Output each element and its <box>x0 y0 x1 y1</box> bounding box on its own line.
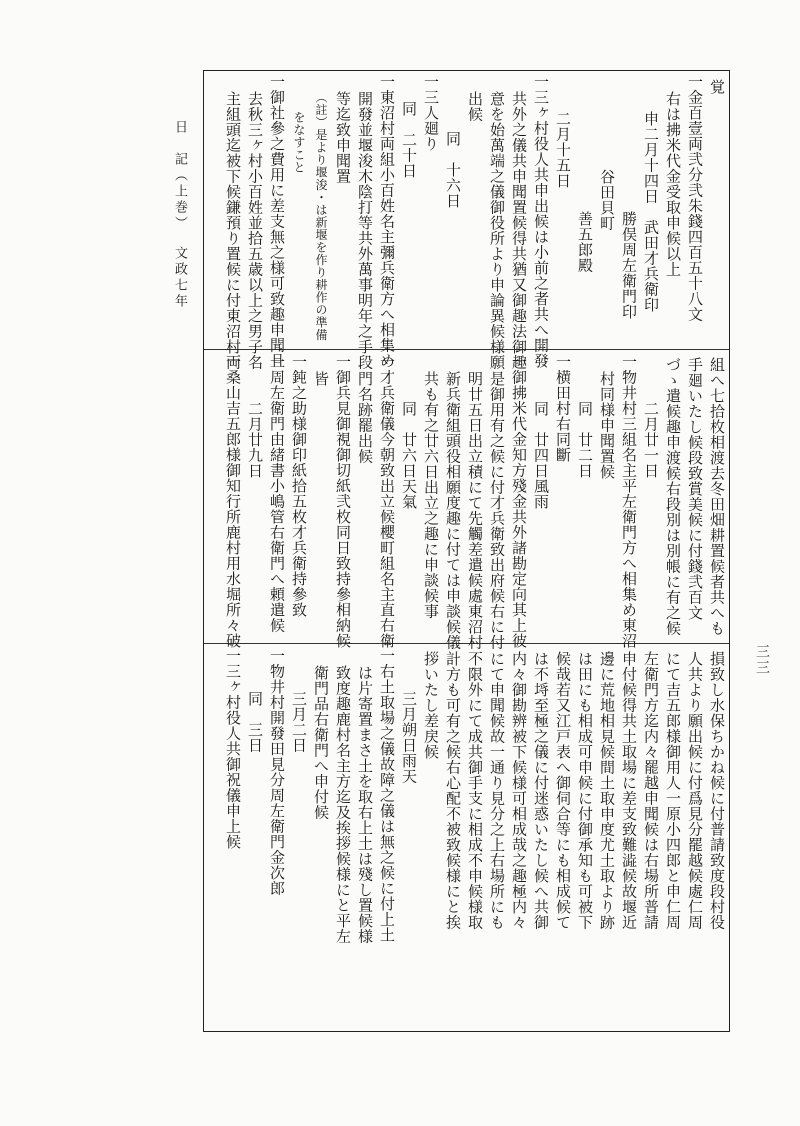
text-column: 二月廿一日 <box>642 401 660 479</box>
text-column: 一三ヶ村役人共申出候は小前之者共へ開發 <box>532 74 550 369</box>
text-column: 勝俣周左衛門印 <box>620 211 638 320</box>
text-column: 同 廿四日風雨 <box>532 401 550 510</box>
text-column: 一桑山吉五郎様御知行所鹿村用水堀所々破 <box>224 354 242 649</box>
annotation-column: をなすこと <box>292 111 306 174</box>
text-column: 同 廿六日天氣 <box>400 401 418 510</box>
text-column: にて吉五郎様御用人一原小四郎と申仁周 <box>664 651 682 930</box>
text-column: 一御兵見御視御切紙弐枚同日致持參相納候 <box>334 354 352 649</box>
text-column: 致度趣鹿村名主方迄及挨拶候様にと平左 <box>334 665 352 944</box>
text-column: 一金百壹両弐分弐朱錢四百五十八文 <box>686 74 704 322</box>
text-column: は片寄置まさ土を取右上土は殘し置候様 <box>356 665 374 944</box>
text-column: 候哉若又江戸表へ御伺合等にも相成候て <box>554 651 572 930</box>
text-column: 一鈍之助様御印紙拾五枚才兵衛持參致 <box>290 354 308 618</box>
text-column: 一物井村開發田見分周左衛門金次郎 <box>268 648 286 896</box>
text-column: 出候 <box>466 91 484 122</box>
text-frame <box>203 70 730 1032</box>
text-column: 二月廿九日 <box>246 401 264 479</box>
text-column: 皆 <box>312 371 330 387</box>
text-column: 手廻いたし候段致賞美候に付錢弐百文 <box>686 357 704 621</box>
text-column: 申付候得共土取場に差支致難澁候故堰近 <box>620 651 638 930</box>
running-head-left: 日 記（上巻） <box>172 120 187 232</box>
text-column: 同 十六日 <box>444 131 462 209</box>
text-column: 三月朔日雨天 <box>400 691 418 784</box>
text-column: 善五郎殿 <box>576 211 594 273</box>
text-column: は不埓至極之儀に付迷惑いたし候へ共御 <box>532 651 550 930</box>
text-column: 計方も可有之候右心配不被致候様にと挨 <box>444 651 462 930</box>
text-column: 一三ヶ村役人共御祝儀申上候 <box>224 648 242 850</box>
text-column: 衛門品右衛門へ申付候 <box>312 665 330 820</box>
text-column: 損致し水保ちかね候に付普請致度段村役 <box>708 651 726 930</box>
text-column: 一東沼村両組小百姓名主彌兵衛方へ相集め <box>378 74 396 369</box>
text-column: 一物井村三組名主平左衛門方へ相集め東沼 <box>620 354 638 649</box>
text-column: 一右土取場之儀故障之儀は無之候に付上土 <box>378 648 396 943</box>
text-column: 共も有之廿六日出立之趣に申談候事 <box>422 371 440 619</box>
text-column: 邊に荒地相見候間土取申度尤土取より跡 <box>598 651 616 930</box>
text-column: 等迄致申聞置 <box>334 91 352 184</box>
text-column: 人共より願出候に付爲見分罷越候處仁周 <box>686 651 704 930</box>
text-column: 一御拂米代金知方殘金共外諸勘定向其上彼 <box>510 354 528 649</box>
text-column: 開發並堰浚木陰打等共外萬事明年之手段 <box>356 91 374 370</box>
text-column: 谷田貝町 <box>598 169 616 231</box>
text-column: 一周左衛門由緒書小嶋管右衛門へ頼遣候 <box>268 354 286 633</box>
text-column: 意を始萬端之儀御役所より申論異候様願 <box>488 91 506 370</box>
text-column: 門名跡罷出候 <box>356 371 374 464</box>
text-column: 三月二日 <box>290 691 308 753</box>
text-column: 村同様申聞置候 <box>598 371 616 480</box>
text-column: 不限外にて成共御手支に相成不申候様取 <box>466 651 484 930</box>
text-column: 組へ七拾枚相渡去冬田畑耕置候者共へも <box>708 357 726 636</box>
annotation-column: （註）是より堰浚・は新堰を作り耕作の準備 <box>314 91 328 341</box>
text-column: 一才兵衛儀今朝致出立候櫻町組名主直右衛 <box>378 354 396 649</box>
text-column: づゝ遣候趣申渡候右段別は別帳に有之候 <box>664 357 682 636</box>
text-column: 新兵衛組頭役相願度趣に付ては申談候儀 <box>444 371 462 650</box>
text-column: にて申聞候故一通り見分之上右場所にも <box>488 651 506 930</box>
text-column: 内々御勘辨被下候様可相成哉之趣極内々 <box>510 651 528 930</box>
text-column: 二月十五日 <box>554 111 572 189</box>
text-column: 右は拂米代金受取申候以上 <box>664 91 682 277</box>
text-column: 明廿五日出立積にて先觸差遣候處東沼村 <box>466 371 484 650</box>
text-column: 拶いたし差戻候 <box>422 651 440 760</box>
text-column: 一御社參之費用に差支無之様可致趣申聞且 <box>268 74 286 369</box>
text-column: 同 廿二日 <box>576 401 594 479</box>
text-column: 是御用有之候に付才兵衛致出府候右に付 <box>488 371 506 650</box>
text-column: 去秋三ヶ村小百姓並拾五歳以上之男子名 <box>246 91 264 370</box>
text-column: 覚 <box>708 79 726 95</box>
text-column: 同 三日 <box>246 691 264 753</box>
text-column: 主組頭迄被下候鎌預り置候に付東沼村両 <box>224 91 242 370</box>
text-column: 申二月十四日 武田才兵衛印 <box>642 111 660 313</box>
text-column: は田にも相成可申候に付御承知も可被下 <box>576 651 594 930</box>
text-column: 左衛門方迄内々罷越申聞候は右場所普請 <box>642 651 660 930</box>
page-number: 三三 <box>754 644 770 676</box>
text-column: 同 二十日 <box>400 101 418 179</box>
running-head-right: 文政七年 <box>172 246 187 310</box>
text-column: 共外之儀共申聞置候得共猶又御趣法御趣 <box>510 91 528 370</box>
text-column: 一三人廻り <box>422 74 440 152</box>
text-column: 一横田村右同斷 <box>554 354 572 463</box>
